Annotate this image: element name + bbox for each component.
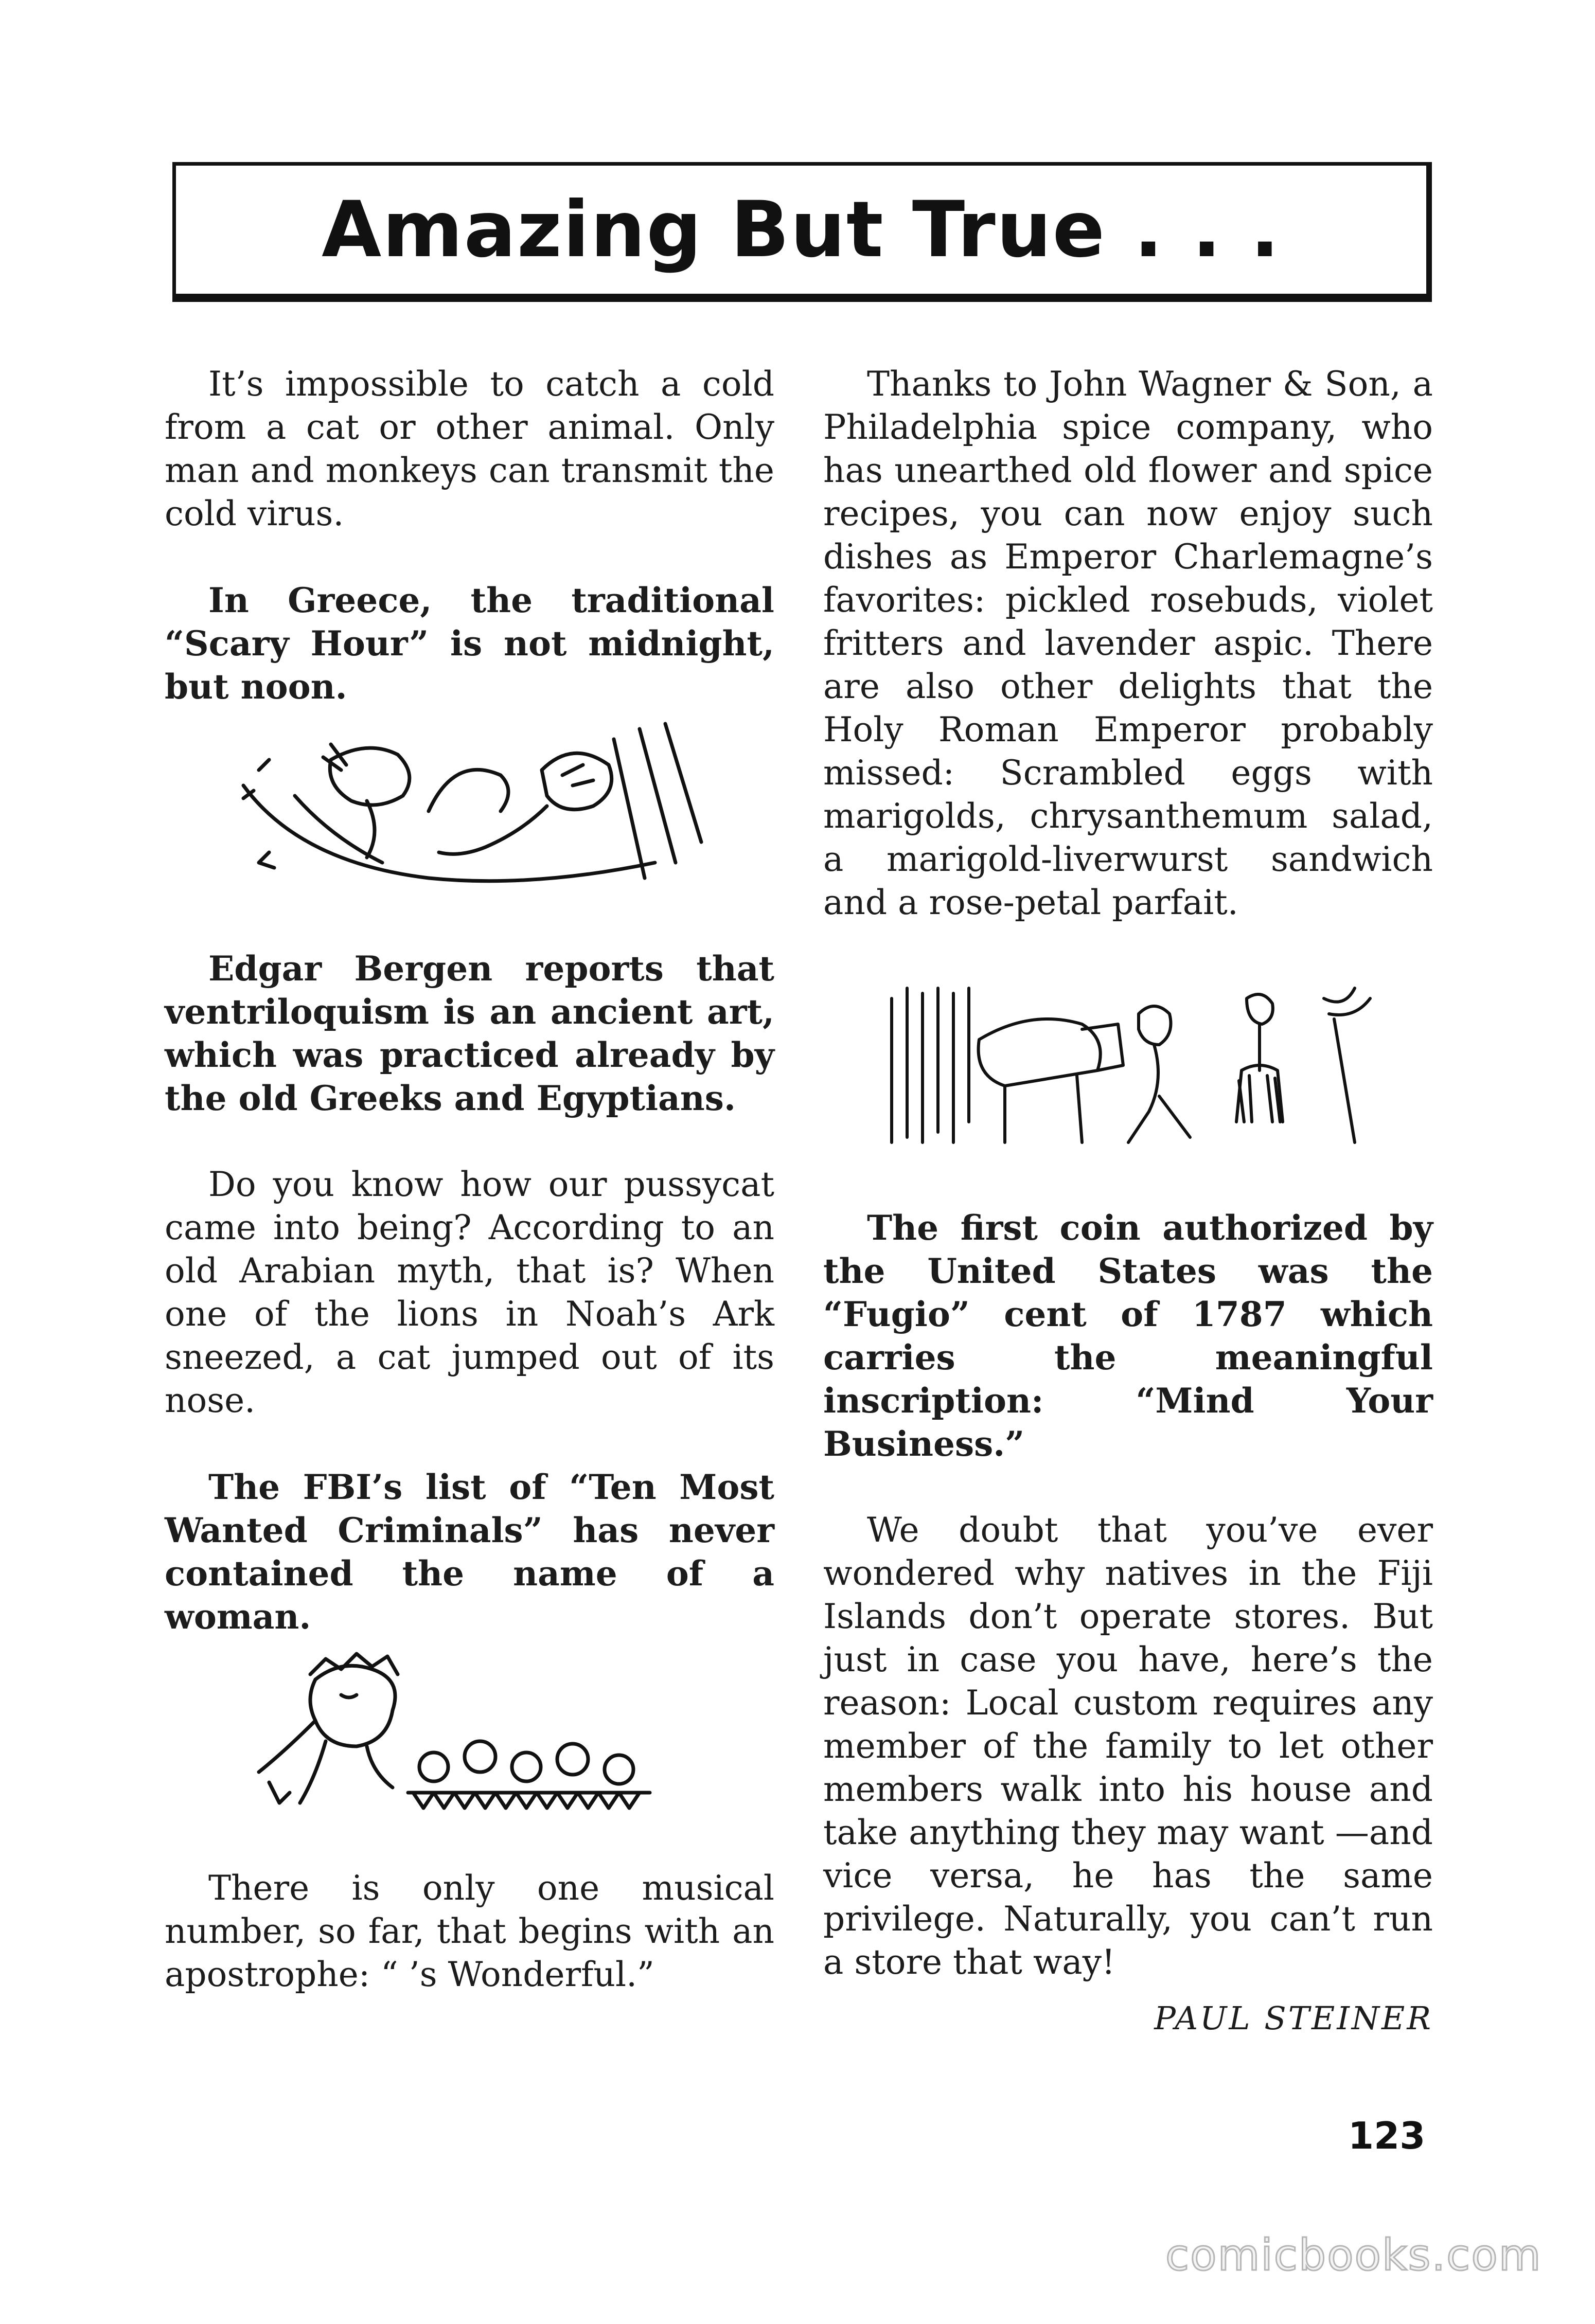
fact-fugio-cent: The first coin authorized by the United States was the “Fugio” cent of 1787 which carries the meaningful inscription: “Mind Your Business.” xyxy=(823,1208,1433,1464)
page-title: Amazing But True . . . xyxy=(322,185,1281,275)
fact-fbi-list: The FBI’s list of “Ten Most Wanted Criminals” has never contained the name of a woman. xyxy=(165,1467,774,1637)
page-number: 123 xyxy=(1348,2114,1426,2157)
fact-flower-recipes: Thanks to John Wagner & Son, a Philadelphia spice company, who has unearthed old flower and spice recipes, you can now enjoy such dishes as Emperor Charlemagne’s favorites: pickled rosebuds, violet fritters and lavender aspic. There are also other delights that the Holy Roman Emperor probably missed: Scrambled eggs with marigolds, chrysanthemum salad, a marigold-liverwurst sandwich and a rose-petal parfait. xyxy=(823,364,1433,922)
fact-ventriloquism: Edgar Bergen reports that ventriloquism is an ancient art, which was practiced already by the old Greeks and Egyptians. xyxy=(165,949,774,1118)
fact-pussycat-myth: Do you know how our pussycat came into being? According to an old Arabian myth, that is? When one of the lions in Noah’s Ark sneezed, a cat jumped out of its nose. xyxy=(165,1165,774,1420)
fact-apostrophe-song: There is only one musical number, so far, that begins with an apostrophe: “ ’s Wonderful.” xyxy=(165,1868,774,1994)
piano-hula-cartoon-icon xyxy=(861,968,1396,1163)
left-column xyxy=(165,363,774,2040)
right-column xyxy=(823,363,1433,2037)
fact-fiji-stores: We doubt that you’ve ever wondered why natives in the Fiji Islands don’t operate stores. But just in case you have, here’s the reason: Local custom requires any member of the family to let other members walk into his house and take anything they may want —and vice versa, he has the same privilege. Naturally, you can’t run a store that way! xyxy=(823,1510,1433,1982)
title-box xyxy=(172,162,1432,302)
fact-cold-virus: It’s impossible to catch a cold from a cat or other animal. Only man and monkeys can transmit the cold virus. xyxy=(165,364,774,533)
monkey-cartoon-icon xyxy=(212,708,727,904)
flower-eater-cartoon-icon xyxy=(238,1638,701,1824)
author-byline: PAUL STEINER xyxy=(1154,1999,1433,2037)
watermark: comicbooks.com xyxy=(1165,2230,1542,2280)
fact-scary-hour: In Greece, the traditional “Scary Hour” is not midnight, but noon. xyxy=(165,580,774,707)
